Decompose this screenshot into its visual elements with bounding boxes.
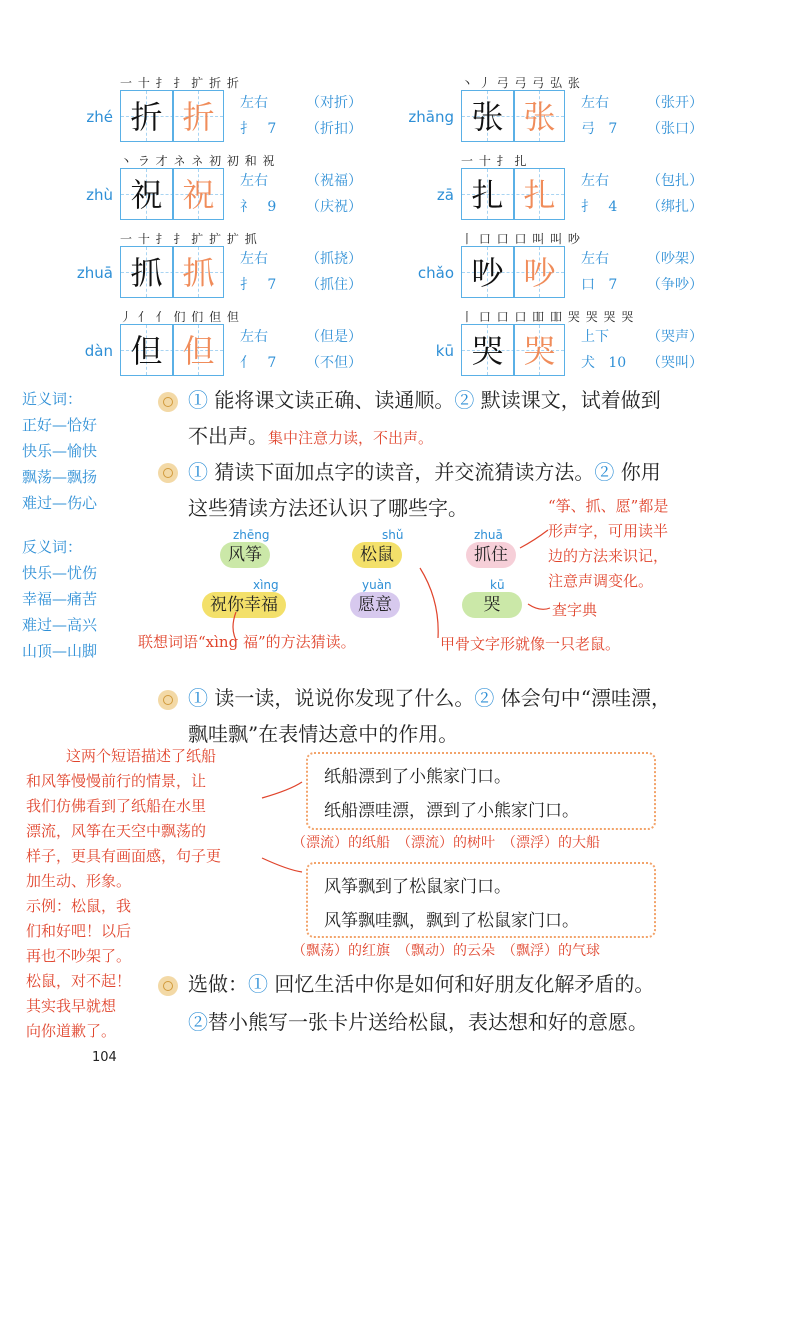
note-line: 向你道歉了。 [26, 1022, 117, 1040]
character: 折 [130, 98, 163, 136]
word-chip: 愿意 [350, 592, 400, 618]
exercise-bullet-icon [158, 690, 178, 710]
synonym-item: 正好—恰好 [22, 416, 98, 434]
exercise-bullet-icon [158, 392, 178, 412]
example-word: （祝福） [306, 173, 362, 189]
character-card [78, 152, 408, 222]
pinyin-label: dàn [84, 342, 113, 360]
number-marker: ② [474, 686, 495, 710]
note-line: 们和好吧！以后 [26, 922, 132, 940]
exercise-1-line-1 [188, 382, 661, 418]
pinyin-label: zhuā [474, 528, 503, 542]
stroke-order: 一 十 扌 扌 扩 折 折 [120, 76, 240, 90]
tianzige-grid [120, 324, 224, 376]
synonym-title: 近义词： [22, 390, 83, 408]
pinyin-label: zhēng [233, 528, 270, 542]
exercise-1-line-2 [188, 418, 433, 456]
sentence: 纸船漂哇漂，漂到了小熊家门口。 [324, 801, 579, 821]
antonym-item: 难过—高兴 [22, 616, 98, 634]
tianzige-grid [461, 168, 565, 220]
example-word: （但是） [306, 329, 362, 345]
note-line: 形声字，可用读半 [548, 522, 669, 540]
stroke-count: 7 [267, 277, 277, 293]
radical: 口 [581, 277, 595, 293]
note-line: “筝、抓、愿”都是 [548, 497, 669, 515]
note-line: 松鼠，对不起！ [26, 972, 132, 990]
radical-count [581, 352, 626, 372]
exercise-3-line-2 [188, 716, 458, 752]
character-card [419, 152, 749, 222]
example-word: （哭叫） [647, 355, 703, 371]
pinyin-label: kū [435, 342, 454, 360]
pinyin-label: xìng [253, 578, 279, 592]
radical-count [581, 274, 617, 294]
synonym-item: 快乐—愉快 [22, 442, 98, 460]
note-line: 示例：松鼠，我 [26, 897, 132, 915]
structure-label: 上下 [581, 329, 609, 345]
tianzige-grid [461, 324, 565, 376]
tianzige-grid [120, 168, 224, 220]
stroke-count: 4 [608, 199, 618, 215]
stroke-order: 丨 口 口 口 叫 叫 吵 [461, 232, 581, 246]
character-trace: 吵 [523, 254, 556, 292]
radical: 亻 [240, 355, 254, 371]
arrow-to-dictionary [528, 604, 550, 609]
character: 吵 [471, 254, 504, 292]
radical-count [581, 118, 617, 138]
synonyms-block [22, 386, 97, 516]
association-note: 联想词语“xìng 福”的方法猜读。 [138, 633, 356, 651]
pinyin-label: chǎo [417, 264, 454, 282]
character-trace: 扎 [523, 176, 556, 214]
word-chip: 祝你幸福 [202, 592, 286, 618]
number-marker: ② [594, 460, 615, 484]
radical-count [581, 196, 617, 216]
radical: 犬 [581, 355, 595, 371]
pictograph-note [440, 632, 620, 657]
arrow-to-pictograph [420, 568, 438, 638]
example-word: （庆祝） [306, 199, 362, 215]
stroke-count: 7 [267, 121, 277, 137]
antonym-title: 反义词： [22, 538, 83, 556]
tianzige-grid [120, 90, 224, 142]
radical: 扌 [240, 121, 254, 137]
synonym-item: 难过—伤心 [22, 494, 98, 512]
exercise-2-line-1 [188, 454, 661, 490]
tianzige-grid [461, 90, 565, 142]
character-card [78, 230, 408, 300]
radical-count [240, 274, 276, 294]
character-trace: 张 [523, 98, 556, 136]
structure-label: 左右 [240, 173, 268, 189]
radical-count [240, 196, 276, 216]
arrow-to-xingsheng [520, 530, 548, 548]
example-word: （不但） [306, 355, 362, 371]
character-card [408, 74, 749, 144]
stroke-order: 丨 口 口 口 吅 吅 哭 哭 哭 哭 [461, 310, 635, 324]
note-line: 样子，更具有画面感，句子更 [26, 847, 222, 865]
stroke-order: 一 十 扌 扎 [461, 154, 528, 168]
pinyin-label: zhāng [408, 108, 454, 126]
dictionary-note: 查字典 [552, 601, 598, 619]
number-marker: ① [188, 686, 208, 710]
example-word: （包扎） [647, 173, 703, 189]
arrow-to-box2 [262, 858, 302, 872]
exercise-4-line-2 [188, 1004, 648, 1040]
character-card [78, 308, 408, 378]
antonyms-block [22, 534, 97, 664]
note-line: 甲骨文字形就像一只老鼠。 [440, 635, 621, 653]
exercise-text: 替小熊写一张卡片送给松鼠，表达想和好的意愿。 [208, 1010, 648, 1034]
stroke-order: 丶 丿 弓 弓 弓 弘 张 [461, 76, 581, 90]
stroke-order: 一 十 扌 扌 扩 扩 扩 抓 [120, 232, 258, 246]
note-line: 加生动、形象。 [26, 872, 132, 890]
structure-label: 左右 [240, 251, 268, 267]
stroke-order: 丶 ラ 才 ネ ネ 初 初 和 祝 [120, 154, 276, 168]
character: 但 [130, 332, 163, 370]
stroke-count: 7 [608, 277, 618, 293]
character: 张 [471, 98, 504, 136]
radical-count [240, 118, 276, 138]
structure-label: 左右 [581, 95, 609, 111]
character-trace: 抓 [182, 254, 215, 292]
example-word: （张开） [647, 95, 703, 111]
radical: 扌 [240, 277, 254, 293]
character: 扎 [471, 176, 504, 214]
stroke-count: 9 [267, 199, 277, 215]
exercise-bullet-icon [158, 463, 178, 483]
arrow-to-box1 [262, 782, 302, 798]
phrase-answers: （飘荡）的红旗 （飘动）的云朵 （飘浮）的气球 [292, 943, 600, 959]
handwritten-note: 集中注意力读，不出声。 [268, 429, 434, 447]
tianzige-grid [461, 246, 565, 298]
note-line: 再也不吵架了。 [26, 947, 132, 965]
example-word: （绑扎） [647, 199, 703, 215]
antonym-item: 幸福—痛苦 [22, 590, 98, 608]
example-word: （吵架） [647, 251, 703, 267]
word-chip: 松鼠 [352, 542, 402, 568]
note-line: 漂流，风筝在天空中飘荡的 [26, 822, 207, 840]
exercise-text: 读一读，说说你发现了什么。 [208, 686, 475, 710]
exercise-text: 你用 [614, 460, 661, 484]
character-trace: 折 [182, 98, 215, 136]
character-card [419, 230, 749, 300]
structure-label: 左右 [581, 251, 609, 267]
stroke-count: 7 [608, 121, 618, 137]
character-trace: 哭 [523, 332, 556, 370]
exercise-text: 体会句中“漂哇漂， [494, 686, 671, 710]
note-line: 注意声调变化。 [548, 572, 654, 590]
character: 祝 [130, 176, 163, 214]
example-word: （争吵） [647, 277, 703, 293]
example-word: （哭声） [647, 329, 703, 345]
note-line: 其实我早就想 [26, 997, 117, 1015]
number-marker: ① [188, 460, 208, 484]
radical-count [240, 352, 276, 372]
radical: 礻 [240, 199, 254, 215]
exercise-4-line-1 [188, 966, 654, 1002]
page-number: 104 [92, 1050, 117, 1065]
example-word: （张口） [647, 121, 703, 137]
radical: 弓 [581, 121, 595, 137]
exercise-text: 这些猜读方法还认识了哪些字。 [188, 496, 468, 520]
structure-label: 左右 [240, 95, 268, 111]
word-chip: 风筝 [220, 542, 270, 568]
exercise-text: 不出声。 [188, 424, 268, 448]
pinyin-label: kū [490, 578, 505, 592]
example-word: （抓住） [306, 277, 362, 293]
character-card [78, 74, 408, 144]
antonym-item: 山顶—山脚 [22, 642, 98, 660]
example-word: （对折） [306, 95, 362, 111]
note-line: 边的方法来识记， [548, 547, 669, 565]
stroke-count: 10 [608, 355, 627, 371]
word-chip: 抓住 [466, 542, 516, 568]
exercise-3-line-1 [188, 680, 671, 716]
character: 抓 [130, 254, 163, 292]
pinyin-label: zhuā [76, 264, 113, 282]
character: 哭 [471, 332, 504, 370]
sentence: 纸船漂到了小熊家门口。 [324, 767, 511, 787]
exercise-bullet-icon [158, 976, 178, 996]
character-trace: 但 [182, 332, 215, 370]
sentence: 风筝飘到了松鼠家门口。 [324, 877, 511, 897]
character-card [419, 308, 749, 378]
exercise-text: 猜读下面加点字的读音，并交流猜读方法。 [208, 460, 595, 484]
structure-label: 左右 [581, 173, 609, 189]
word-chip: 哭 [462, 592, 522, 618]
pinyin-label: zhé [86, 108, 113, 126]
sentence: 风筝飘哇飘，飘到了松鼠家门口。 [324, 911, 579, 931]
number-marker: ① [248, 972, 268, 996]
exercise-2-line-2 [188, 490, 468, 526]
phrase-answers: （漂流）的纸船 （漂流）的树叶 （漂浮）的大船 [292, 835, 600, 851]
exercise-text: 回忆生活中你是如何和好朋友化解矛盾的。 [268, 972, 655, 996]
exercise-text: 飘哇飘”在表情达意中的作用。 [188, 722, 459, 746]
exercise-label: 选做： [188, 972, 248, 996]
number-marker: ① [188, 388, 208, 412]
pinyin-label: yuàn [362, 578, 392, 592]
pinyin-label: zā [436, 186, 454, 204]
tianzige-grid [120, 246, 224, 298]
structure-label: 左右 [240, 329, 268, 345]
note-line: 和风筝慢慢前行的情景，让 [26, 772, 207, 790]
antonym-item: 快乐—忧伤 [22, 564, 98, 582]
note-line: 这两个短语描述了纸船 [66, 747, 217, 765]
exercise-text: 能将课文读正确、读通顺。 [208, 388, 455, 412]
stroke-order: 丿 亻 亻 们 们 但 但 [120, 310, 240, 324]
pinyin-label: zhù [86, 186, 113, 204]
xingsheng-note [548, 494, 668, 594]
synonym-item: 飘荡—飘扬 [22, 468, 98, 486]
number-marker: ② [454, 388, 475, 412]
radical: 扌 [581, 199, 595, 215]
number-marker: ② [188, 1010, 208, 1034]
stroke-count: 7 [267, 355, 277, 371]
pinyin-label: shǔ [382, 528, 404, 542]
note-line: 我们仿佛看到了纸船在水里 [26, 797, 207, 815]
example-word: （折扣） [306, 121, 362, 137]
example-word: （抓挠） [306, 251, 362, 267]
exercise-text: 默读课文，试着做到 [474, 388, 661, 412]
character-trace: 祝 [182, 176, 215, 214]
